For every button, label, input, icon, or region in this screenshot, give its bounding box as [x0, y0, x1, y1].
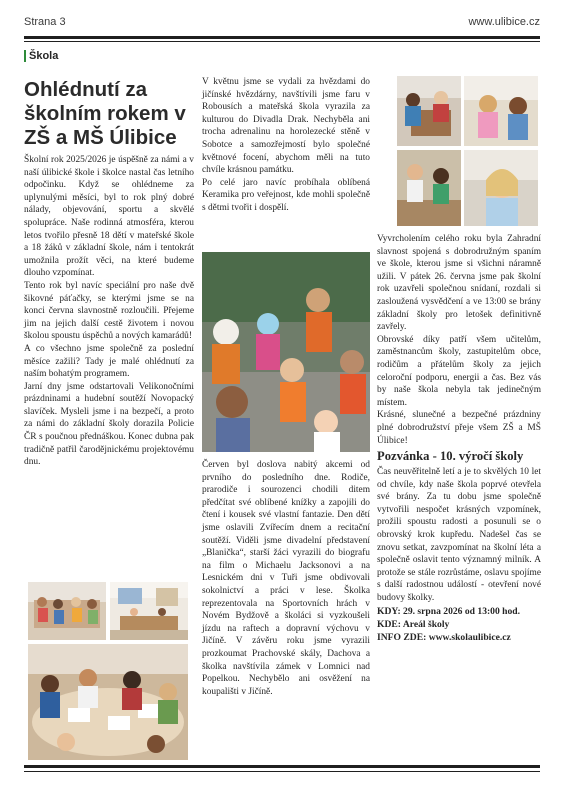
photo-rafting-group — [202, 252, 370, 452]
column-2 — [202, 76, 370, 215]
photo-kids-science — [397, 76, 461, 146]
column-3 — [377, 233, 541, 644]
event-info-link[interactable]: INFO ZDE: www.skolaulibice.cz — [377, 631, 511, 643]
paragraph: Jarní dny jsme odstartovali Velikonočními prázdninami a hudební soutěží Novopacký slavíček. Mysleli jsme i na bezpečí, a proto za námi do základní školy dorazila Policie ČR s poučnou přednáškou. Konec dubna pak tradičně patřil čarodějnickému projektovému dnu. — [24, 381, 194, 468]
header-rule — [24, 36, 540, 39]
paragraph: Školní rok 2025/2026 je úspěšně za námi a v naší úlibické škole i školce nastal čas letního odpočinku. Když se ohlédneme za uplynulými měsíci, byl to rok plný dobré nálady, objevování, sportu a skvělé spolupráce. Naše rodinná atmosféra, kterou letos tvořilo přesně 18 dětí v mateřské škole a 18 žáků v základní škole, nám i tentokrát umožnila prožít věci, na které budeme dlouho vzpomínat. — [24, 155, 194, 279]
paragraph: Krásné, slunečné a bezpečné prázdniny plné dobrodružství přeje všem ZŠ a MŠ Úlibice! — [377, 410, 541, 446]
paragraph: Obrovské díky patří všem učitelům, zaměstnancům školy, zastupitelům obce, rodičům a přátelům školy za jejich celoroční podporu, energii a čas. Bez vás by naše škola nebyla tak jedinečným místem. — [377, 334, 541, 408]
photo-school-room — [110, 582, 188, 640]
footer-rule — [24, 765, 540, 768]
paragraph: Červen byl doslova nabitý akcemi od prvního do posledního dne. Rodiče, prarodiče i sourozenci chodili ditem předčítat své oblíbené knížky a zapojili do čtení i kousek své vlastní fantazie. Den dětí jsme oslavili Zvířecím dnem a recitační soutěží. Viděli jsme divadelní představení „Blanička“, starší žáci vyrazili do biografu na film o Michaelu Jacksonovi a na Lesnickém dni v Tuři jsme obdivovali sokolnictví a práci v lese. Školka reprezentovala na Sportovních hrách v Novém Bydžově a školáci si vyzkoušeli jízdu na raftech a dopravní výchovu v Jičíně. V závěru roku jsme vyrazili prozkoumat Prachovské skály, Dachova a školka navštívila zámek v Lomnici nad Popelkou. Nechybělo ani osvěžení na koupališti v Jičíně. — [202, 460, 370, 697]
footer-rule-thin — [24, 771, 540, 772]
column-1 — [24, 154, 194, 469]
invitation-heading: Pozvánka - 10. výročí školy — [377, 449, 524, 464]
photo-child-portrait — [464, 150, 538, 226]
column-2-lower — [202, 459, 370, 698]
event-date: KDY: 29. srpna 2026 od 13:00 hod. — [377, 605, 521, 617]
section-label: Škola — [24, 50, 58, 62]
photo-kids-drawing — [28, 644, 188, 760]
photo-kids-classroom — [28, 582, 106, 640]
page-number: Strana 3 — [24, 16, 66, 28]
paragraph: A co všechno jsme společně za poslední měsíce zažili? Tady je malé ohlédnutí za naším bohatým programem. — [24, 343, 194, 380]
photo-kids-crafts — [397, 150, 461, 226]
paragraph: Tento rok byl navíc speciální pro naše dvě šikovné páťačky, se kterými jsme se na konci června slavnostně rozloučili. Přejeme jim na jejich další cestě životem i novou školou spoustu úspěchů a nových kamarádů! — [24, 280, 194, 342]
photo-girls-reading — [464, 76, 538, 146]
article-title: Ohlédnutí za školním rokem v ZŠ a MŠ Úlibice — [24, 78, 186, 149]
header-rule-thin — [24, 41, 540, 42]
paragraph: Čas neuvěřitelně letí a je to skvělých 10 let od chvíle, kdy naše škola poprvé otevřela své brány. Za tu dobu jsme společně vytvořili nespočet krásných vzpomínek, prožili spoustu radosti a posunuli se o obrovský krok kupředu. Nadešel čas se znovu setkat, zavzpomínat na školní léta a společně oslavit tento významný milník. A protože se stále rozrůstáme, oslavu spojíme s další radostnou událostí - otevření nové budovy školky. — [377, 467, 541, 604]
page-header — [24, 14, 540, 30]
site-url: www.ulibice.cz — [468, 16, 540, 28]
paragraph: V květnu jsme se vydali za hvězdami do jičínské hvězdárny, navštívili jsme faru v Robousích a mateřská škola vyrazila za kulturou do Divadla Drak. Nechyběla ani trocha adrenalinu na horolezecké stěně v Sobotce a samozřejmostí bylo společné květnové focení, abychom měli na tuto chvíle krásnou památku. — [202, 77, 370, 176]
paragraph: Vyvrcholením celého roku byla Zahradní slavnost spojená s dobrodružným spaním ve škole, kterou jsme si všichni náramně užili. V pátek 26. června jsme pak školní rok uzavřeli společnou snídaní, rozdali si zasloužená vysvědčení a ve 13:00 se brány základní školy pro letošek definitivně zavřely. — [377, 234, 541, 333]
paragraph: Po celé jaro navíc probíhala oblíbená Keramika pro veřejnost, kde mohli společně s dětmi tvořit i dospělí. — [202, 177, 370, 213]
event-place: KDE: Areál školy — [377, 618, 450, 630]
